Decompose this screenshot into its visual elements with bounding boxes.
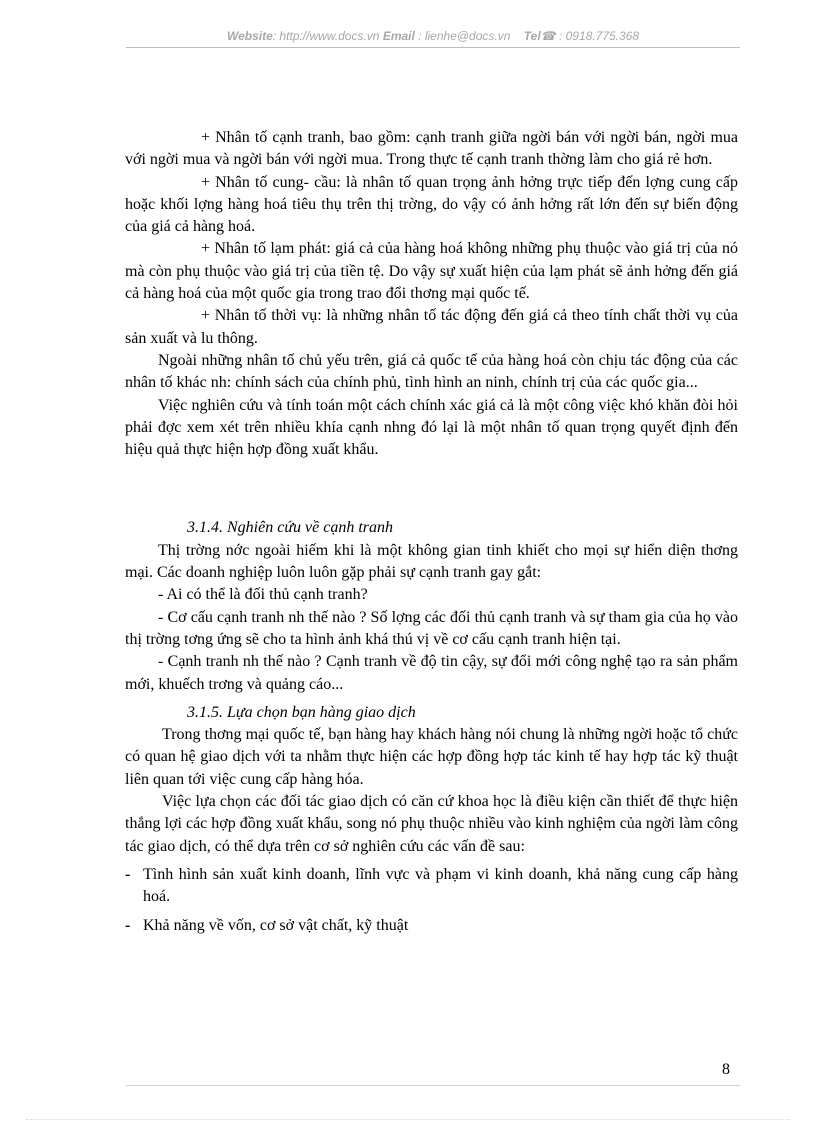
email-value: : lienhe@docs.vn <box>414 29 511 43</box>
website-value: : http://www.docs.vn <box>272 29 380 43</box>
page-edge-marker <box>26 1119 790 1120</box>
paragraph-competition-intro: Thị trờng nớc ngoài hiếm khi là một không gian tinh khiết cho mọi sự hiển diện thơng mại. Các doanh nghiệp luôn luôn gặp phải sự cạnh tranh gay gắt: <box>125 541 738 582</box>
paragraph-other-factors: Ngoài những nhân tố chủ yếu trên, giá cả quốc tế của hàng hoá còn chịu tác động của các nhân tố khác nh: chính sách của chính phủ, tình hình an ninh, chính trị của các quốc gia... <box>125 351 738 392</box>
section-heading-competition: 3.1.4. Nghiên cứu về cạnh tranh <box>187 519 394 537</box>
question-how: - Cạnh tranh nh thế nào ? Cạnh tranh về độ tin cậy, sự đổi mới công nghệ tạo ra sản phẩm mới, khuếch trơng và quảng cáo... <box>125 653 738 693</box>
page-number: 8 <box>722 1061 730 1078</box>
question-competitors: - Ai có thể là đối thủ cạnh tranh? <box>158 586 368 604</box>
paragraph-supply-demand-factor: + Nhân tố cung- cầu: là nhân tố quan trọng ảnh hởng trực tiếp đến lợng cung cấp hoặc khối lợng hàng hoá tiêu thụ trên thị trờng, do vậy có ảnh hởng rất lớn đến sự biến động của giá cả hàng hoá. <box>125 173 738 236</box>
email-label: Email <box>382 29 415 43</box>
section-heading-partner-selection: 3.1.5. Lựa chọn bạn hàng giao dịch <box>187 703 416 721</box>
tel-value: ☎ : 0918.775.368 <box>540 29 640 43</box>
paragraph-partners-definition: Trong thơng mại quốc tế, bạn hàng hay khách hàng nói chung là những ngời hoặc tổ chức có quan hệ giao dịch với ta nhằm thực hiện các hợp đồng hợp tác kinh tế hay hợp tác kỹ thuật liên quan tới việc cung cấp hàng hóa. <box>125 726 738 788</box>
footer-divider <box>126 1085 740 1086</box>
paragraph-partner-selection: Việc lựa chọn các đối tác giao dịch có căn cứ khoa học là điều kiện cần thiết để thực hiện thắng lợi các hợp đồng xuất khẩu, song nó phụ thuộc nhiều vào kinh nghiệm của ngời làm công tác giao dịch, có thể dựa trên cơ sở nghiên cứu các vấn đề sau: <box>125 793 738 855</box>
header-divider <box>126 47 740 48</box>
bullet-dash: - <box>125 916 131 934</box>
paragraph-price-research: Việc nghiên cứu và tính toán một cách chính xác giá cả là một công việc khó khăn đòi hỏi phải đợc xem xét trên nhiều khía cạnh nhng đó lại là một nhân tố quan trọng quyết định đến hiệu quả thực hiện hợp đồng xuất khẩu. <box>125 396 738 459</box>
paragraph-seasonal-factor: + Nhân tố thời vụ: là những nhân tố tác động đến giá cả theo tính chất thời vụ của sản xuất và lu thông. <box>125 307 738 347</box>
paragraph-competition-factor: + Nhân tố cạnh tranh, bao gồm: cạnh tranh giữa ngời bán với ngời bán, ngời mua với ngời mua và ngời bán với ngời mua. Trong thực tế cạnh tranh thờng làm cho giá rẻ hơn. <box>125 129 738 169</box>
list-item-text: Tình hình sản xuất kinh doanh, lĩnh vực và phạm vi kinh doanh, khả năng cung cấp hàng hoá. <box>143 865 738 906</box>
paragraph-inflation-factor: + Nhân tố lạm phát: giá cả của hàng hoá không những phụ thuộc vào giá trị của nó mà còn phụ thuộc vào giá trị của tiền tệ. Do vậy sự xuất hiện của lạm phát sẽ ảnh hởng đến giá cả hàng hoá của một quốc gia trong trao đổi thơng mại quốc tế. <box>125 240 738 303</box>
bullet-dash: - <box>125 865 131 883</box>
tel-label: Tel <box>523 29 541 43</box>
question-structure: - Cơ cấu cạnh tranh nh thế nào ? Số lợng các đối thủ cạnh tranh và sự tham gia của họ vào thị trờng tơng ứng sẽ cho ta hình ảnh khá thú vị về cơ cấu cạnh tranh hiện tại. <box>125 608 738 648</box>
list-item <box>125 864 738 909</box>
list-item <box>125 915 738 937</box>
page-body <box>125 127 738 937</box>
list-item-text: Khả năng về vốn, cơ sở vật chất, kỹ thuật <box>143 916 409 934</box>
section-spacer <box>125 461 738 517</box>
website-label: Website <box>226 29 273 43</box>
page-header <box>126 29 740 43</box>
